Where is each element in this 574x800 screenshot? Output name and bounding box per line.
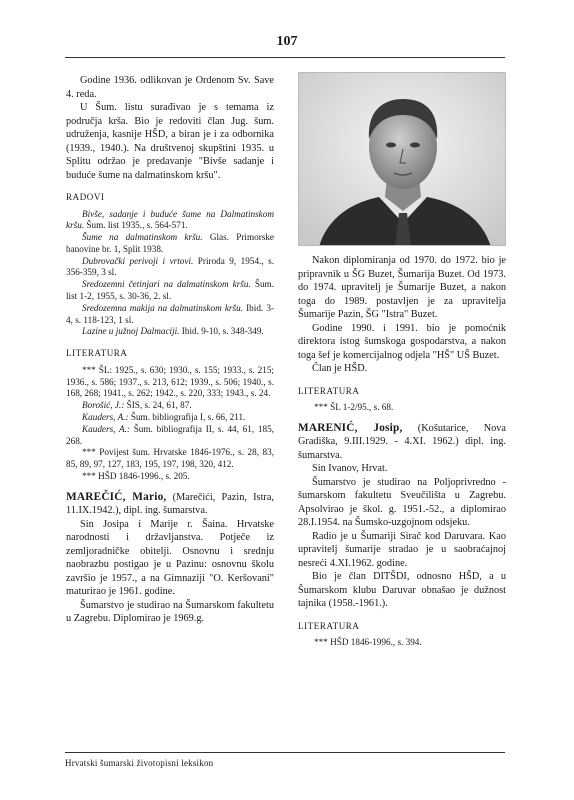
reference-title: Sredozemna makija na dalmatinskom kršu. <box>82 302 243 313</box>
biography-paragraph: Šumarstvo je studirao na Šumarskom fakultetu u Zagrebu. Diplomirao je 1969.g. <box>66 599 274 625</box>
literatura-heading: LITERATURA <box>298 620 360 631</box>
header-rule <box>65 57 505 58</box>
biography-paragraph: Sin Ivanov, Hrvat. <box>312 463 388 475</box>
reference-entry <box>66 232 274 256</box>
portrait-photo <box>298 72 506 246</box>
reference-entry <box>66 303 274 327</box>
literatura-list <box>298 637 506 649</box>
biography-paragraph: Šumarstvo je studirao na Poljoprivredno - šumarskom fakultetu Sveučilišta u Zagrebu. Apsolvirao je škol. g. 1951.-52., a diplomirao 28.I.1954. na Šumsko-uzgojnom odsjeku. <box>298 476 506 529</box>
biography-paragraph: Nakon diplomiranja od 1970. do 1972. bio je pripravnik u ŠG Buzet, Šumarija Buzet. Od 1973. do 1974. upravitelj je Šumarije Buzet, a nakon toga do 1989. postavljen je za upravitelja Šumarije Pazin, ŠG "Istra" Buzet. <box>298 255 506 320</box>
radovi-list <box>66 209 274 339</box>
reference-entry <box>298 637 506 649</box>
entry-heading-marenic <box>298 422 506 463</box>
entry-heading-marecic <box>66 491 274 518</box>
literatura-list <box>66 365 274 483</box>
reference-entry <box>66 424 274 448</box>
reference-title: Kauders, A.: <box>82 423 130 434</box>
reference-title: Kauders, A.: <box>82 411 129 422</box>
reference-details: Glas. Primorske banovine br. 1, Split 1938. <box>66 232 274 254</box>
reference-title: Borošić, J.: <box>82 400 125 411</box>
reference-details: Šum. list 1935., s. 564-571. <box>84 220 188 231</box>
footer-rule <box>65 752 505 753</box>
reference-entry <box>298 402 506 414</box>
biography-paragraph: Bio je član DITŠDI, odnosno HŠD, a u Šumarskom klubu Daruvar obnašao je dužnost tajnika (1958.-1961.). <box>298 571 506 610</box>
reference-details: Ibid. 9-10, s. 348-349. <box>179 326 264 337</box>
reference-details: *** ŠL: 1925., s. 630; 1930., s. 155; 1933., s. 215; 1936., s. 586; 1937., s. 213, 612; 1939., s. 506; 1940., s. 168, 268; 1941., s. 262; 1942., s. 220, 333; 1943., s. 24. <box>66 364 274 399</box>
reference-title: Šume na dalmatinskom kršu. <box>82 232 203 243</box>
reference-title: Lazine u južnoj Dalmaciji. <box>82 326 180 337</box>
biography-paragraph: Godine 1990. i 1991. bio je pomoćnik direktora istog šumskoga gospodarstva, a nakon toga šef je komercijalnog odjela "HŠ" UŠ Buzet. <box>298 322 506 361</box>
biography-paragraph: Sin Josipa i Marije r. Šaina. Hrvatske narodnosti i državljanstva. Potječe iz zemljoradničke obitelji. Osnovnu i srednju naobrazbu postigao je u Pazinu: osnovnu školu završio je 1957., a na Gimnaziji "O. Keršovani" maturirao je 1961. godine. <box>66 518 274 598</box>
literatura-list <box>298 402 506 414</box>
entry-name: MARENIĆ, Josip, <box>298 421 403 434</box>
reference-entry <box>66 400 274 412</box>
reference-title: Sredozemni četinjari na dalmatinskom kršu. <box>82 279 251 290</box>
reference-details: Šum. list 1-2, 1955, s. 30-36, 2. sl. <box>66 279 274 302</box>
biography-paragraph: Član je HŠD. <box>312 363 368 374</box>
left-column <box>66 74 274 626</box>
reference-title: Dubrovački perivoji i vrtovi. <box>82 255 194 266</box>
entry-head-details: (Košutarice, Nova Gradiška, 9.III.1929. - 4.XI. 1962.) dipl. ing. šumarstva. <box>298 422 506 461</box>
right-column <box>298 72 506 649</box>
reference-entry <box>66 447 274 471</box>
reference-details: *** HŠD 1846-1996., s. 205. <box>82 470 190 481</box>
radovi-heading: RADOVI <box>66 192 105 202</box>
reference-title: Bivše, sadanje i buduće šume na Dalmatinskom kršu. <box>66 208 274 231</box>
literatura-heading: LITERATURA <box>66 348 128 359</box>
reference-entry <box>66 256 274 280</box>
portrait-image <box>299 73 506 246</box>
reference-details: *** Povijest šum. Hrvatske 1846-1976., s. 28, 83, 85, 89, 97, 127, 183, 195, 197, 198, 320, 412. <box>66 447 274 470</box>
page-number: 107 <box>276 34 298 49</box>
entry-name: MAREČIĆ, Mario, <box>66 490 167 503</box>
footer-title: Hrvatski šumarski životopisni leksikon <box>65 758 214 768</box>
reference-details: ŠIS, s. 24, 61, 87. <box>124 400 192 411</box>
reference-entry <box>66 471 274 483</box>
reference-entry <box>66 412 274 424</box>
reference-entry <box>66 279 274 303</box>
intro-paragraph: U Šum. listu surađivao je s temama iz područja krša. Bio je redoviti član Jug. šum. udruženja, kasnije HŠD, a biran je i za odbornika (1939., 1940.). Na društvenoj skupštini 1935. u Splitu održao je predavanje "Bivše sadanje i buduće šume na dalmatinskom kršu". <box>66 102 274 181</box>
reference-entry <box>66 365 274 400</box>
biography-paragraph: Radio je u Šumariji Sirač kod Daruvara. Kao upravitelj šumarije stradao je u saobraćajnoj nesreći 4.XI.1962. godine. <box>298 530 506 569</box>
reference-details: Priroda 9, 1954., s. 356-359, 3 sl. <box>66 255 274 278</box>
literatura-heading: LITERATURA <box>298 385 360 396</box>
reference-details: Šum. bibliografija I, s. 66, 211. <box>128 411 246 422</box>
reference-details: *** ŠL 1-2/95., s. 68. <box>314 402 394 412</box>
reference-details: *** HŠD 1846-1996., s. 394. <box>314 637 422 648</box>
intro-paragraph: Godine 1936. odlikovan je Ordenom Sv. Save 4. reda. <box>66 75 274 100</box>
reference-details: Šum. bibliografija II, s. 44, 61, 185, 268. <box>66 423 274 446</box>
entry-head-details: (Marečići, Pazin, Istra, 11.IX.1942.), dipl. ing. šumarstva. <box>66 491 274 517</box>
reference-entry <box>66 326 274 338</box>
reference-entry <box>66 209 274 233</box>
reference-details: Ibid. 3-4, s. 118-123, 1 sl. <box>66 302 275 325</box>
